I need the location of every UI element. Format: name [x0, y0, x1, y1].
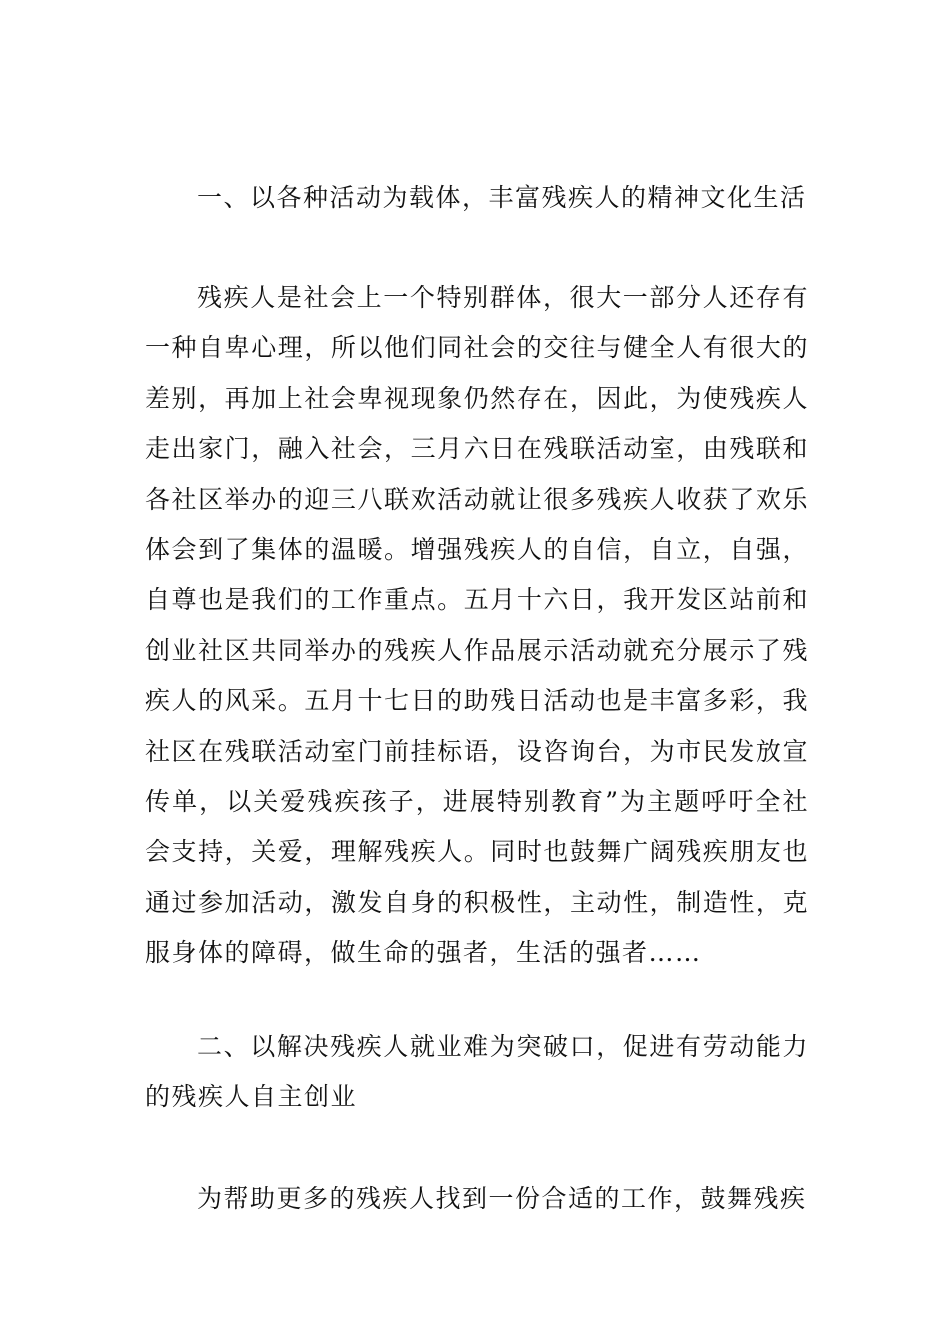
- body-paragraph-2: 为帮助更多的残疾人找到一份合适的工作，鼓舞残疾: [197, 1184, 807, 1213]
- section-heading-1: 一、以各种活动为载体，丰富残疾人的精神文化生活: [197, 183, 807, 212]
- body-paragraph-1: 残疾人是社会上一个特别群体，很大一部分人还存有一种自卑心理，所以他们同社会的交往与健全人有很大的差别，再加上社会卑视现象仍然存在，因此，为使残疾人走出家门，融入社会，三月六日在残联活动室，由残联和各社区举办的迎三八联欢活动就让很多残疾人收获了欢乐体会到了集体的温暖。增强残疾人的自信，自立，自强，自尊也是我们的工作重点。五月十六日，我开发区站前和创业社区共同举办的残疾人作品展示活动就充分展示了残疾人的风采。五月十七日的助残日活动也是丰富多彩，我社区在残联活动室门前挂标语，设咨询台，为市民发放宣传单，以关爱残疾孩子，进展特别教育”为主题呼吁全社会支持，关爱，理解残疾人。同时也鼓舞广阔残疾朋友也通过参加活动，激发自身的积极性，主动性，制造性，克服身体的障碍，做生命的强者，生活的强者……: [145, 283, 809, 968]
- section-heading-2: 二、以解决残疾人就业难为突破口，促进有劳动能力的残疾人自主创业: [145, 1032, 809, 1112]
